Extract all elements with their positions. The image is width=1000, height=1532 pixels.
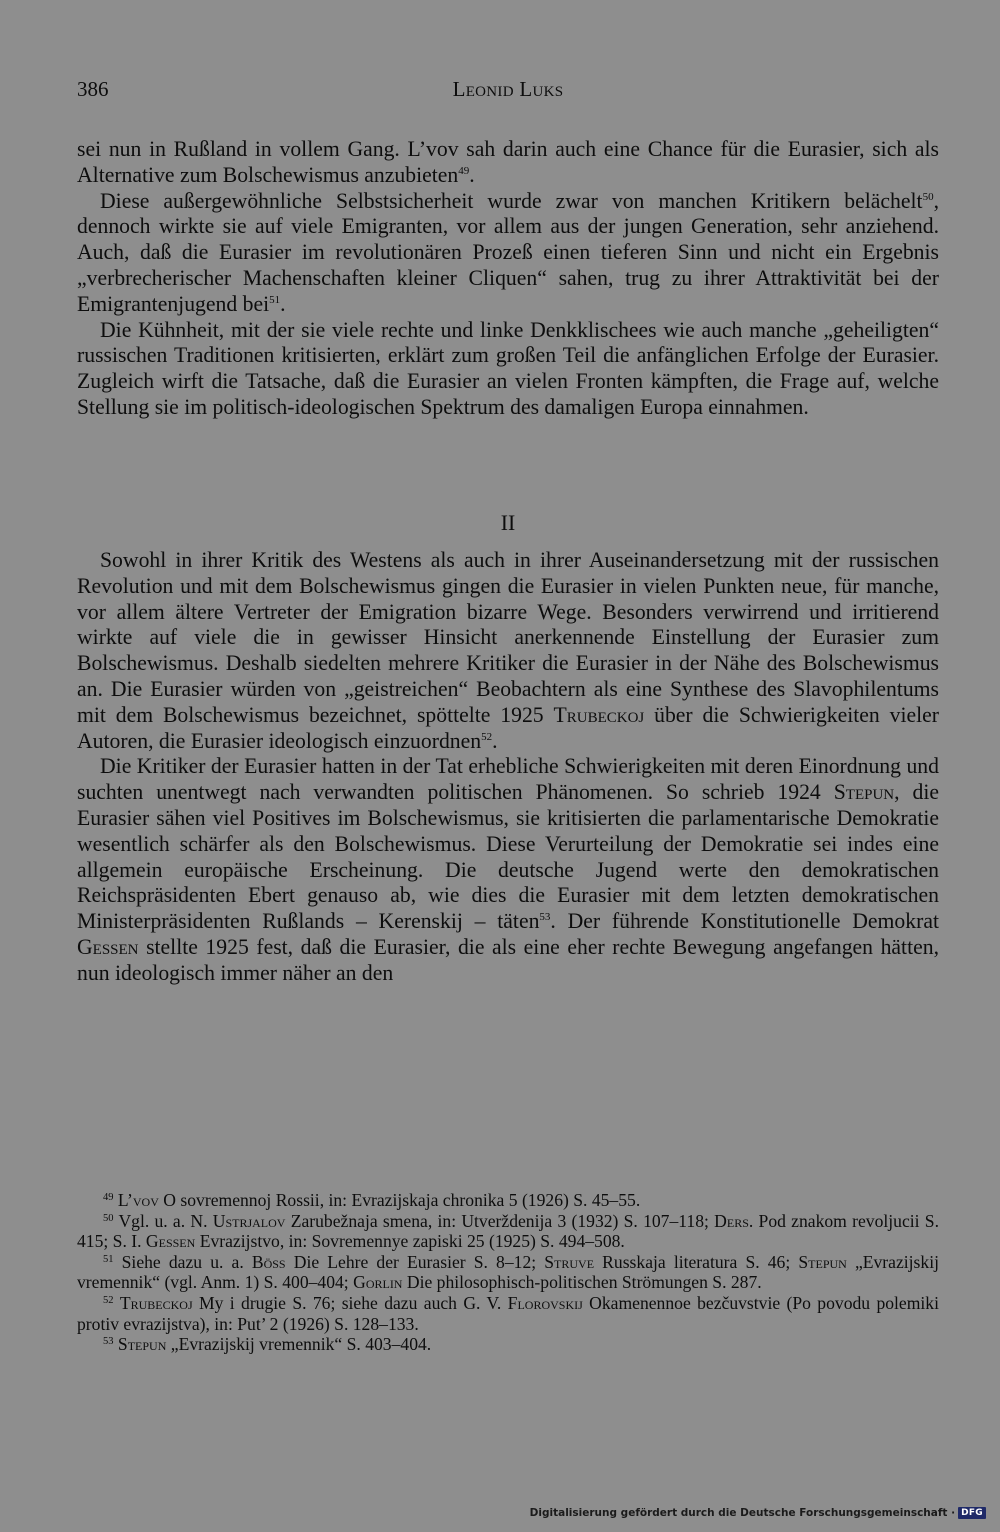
footnote-reference: 51	[269, 293, 281, 306]
footnote-reference: 53	[539, 911, 551, 924]
text-run: O sovremennoj Rossii, in: Evrazijskaja chronika 5 (1926) S. 45–55.	[158, 1190, 641, 1210]
text-run: Diese außergewöhnliche Selbstsicherheit wurde zwar von manchen Kritikern belächelt	[100, 188, 923, 213]
text-run: Die Kritiker der Eurasier hatten in der Tat erhebliche Schwierigkeiten mit deren Einordnung und suchten unentwegt nach verwandten politischen Phänomenen. So schrieb 1924	[77, 754, 939, 805]
author-name: Gessen	[145, 1231, 196, 1252]
text-run: stellte 1925 fest, daß die Eurasier, die als eine eher rechte Bewegung angefangen hätten, nun ideologisch immer näher an den	[77, 934, 939, 985]
footnote-number: 51	[103, 1253, 114, 1265]
text-run: , dennoch wirkte sie auf viele Emigranten, vor allem aus der jungen Generation, sehr anziehend. Auch, daß die Eurasier im revolutionären Prozeß einen tieferen Sinn und nicht ein Ergebnis „verbrecherischer Machenschaften kleiner Cliquen“ sahen, trug zu ihrer Attraktivität bei der Emigrantenjugend bei	[77, 188, 939, 316]
author-name: Florovskij	[507, 1292, 583, 1313]
text-run: Die philosophisch-politischen Strömungen S. 287.	[402, 1272, 762, 1293]
text-run: Siehe dazu u. a.	[121, 1251, 252, 1272]
author-name: Trubeckoj	[119, 1292, 193, 1313]
text-run: „Evrazijskij vremennik“ S. 403–404.	[166, 1334, 432, 1355]
text-run: .	[280, 291, 286, 316]
text-run: .	[492, 728, 498, 753]
author-name: Stepun	[833, 780, 895, 805]
footnote-number: 49	[103, 1192, 114, 1203]
footnote	[77, 1334, 939, 1355]
paragraph	[77, 548, 939, 754]
author-name: Trubeckoj	[553, 702, 645, 727]
footnote-number: 50	[103, 1212, 114, 1224]
author-name: Stepun	[798, 1251, 847, 1272]
footnote	[77, 1190, 939, 1211]
author-name: Stepun	[117, 1334, 167, 1355]
text-run: Zarubežnaja smena, in: Utverždenija 3 (1932) S. 107–118;	[285, 1210, 715, 1231]
text-run: , die Eurasier sähen viel Positives im Bolschewismus, sie kritisierten die parlamentarische Demokratie wesentlich schärfer als den Bolschewismus. Diese Verurteilung der Demokratie sei indes eine allgemein europäische Erscheinung. Die deutsche Jugend werte den demokratischen Reichspräsidenten Ebert genauso ab, wie dies die Eurasier mit dem letzten demokratischen Ministerpräsidenten Rußlands – Kerenskij – täten	[77, 780, 940, 934]
page-number: 386	[77, 77, 109, 101]
paragraph	[77, 189, 939, 318]
body-text-main	[77, 548, 939, 987]
footnotes	[77, 1190, 939, 1355]
digitization-credit	[530, 1505, 986, 1521]
footnote	[77, 1293, 939, 1334]
running-head	[77, 76, 939, 102]
text-run: Vgl. u. a. N.	[118, 1210, 213, 1231]
text-run: .	[469, 162, 475, 187]
footnote-number: 53	[103, 1336, 114, 1348]
text-run: My i drugie S. 76; siehe dazu auch G. V.	[192, 1292, 508, 1313]
dfg-logo: DFG	[958, 1507, 986, 1519]
paragraph	[77, 318, 939, 421]
footnote-reference: 49	[458, 164, 470, 177]
paragraph	[77, 137, 939, 189]
text-run: Die Lehre der Eurasier S. 8–12;	[285, 1251, 545, 1272]
text-run: Okamenennoe bezčuvstvie (Po povodu polemiki protiv evrazijstva), in: Put’ 2 (1926) S. 128–133.	[77, 1292, 939, 1334]
body-text-top	[77, 137, 939, 421]
credit-text: Digitalisierung gefördert durch die Deutsche Forschungsgemeinschaft ·	[529, 1507, 956, 1519]
text-run: über die Schwierigkeiten vieler Autoren, die Eurasier ideologisch einzuordnen	[77, 702, 939, 753]
running-title: Leonid Luks	[452, 77, 564, 101]
author-name: Ders.	[714, 1210, 754, 1231]
author-name: Ustrjalov	[212, 1210, 286, 1231]
footnote-number: 52	[103, 1294, 114, 1306]
section-heading: II	[500, 511, 516, 535]
footnote-reference: 50	[922, 190, 934, 203]
footnote	[77, 1211, 939, 1252]
footnote	[77, 1252, 939, 1293]
text-run: Pod znakom revoljucii S. 415; S. I.	[77, 1210, 939, 1252]
text-run: „Evrazijskij vremennik“ (vgl. Anm. 1) S. 400–404;	[77, 1251, 939, 1293]
author-name: L’vov	[117, 1190, 159, 1210]
text-run: sei nun in Rußland in vollem Gang. L’vov sah darin auch eine Chance für die Eurasier, sich als Alternative zum Bolschewismus anzubieten	[77, 137, 939, 187]
text-run: Evrazijstvo, in: Sovremennye zapiski 25 (1925) S. 494–508.	[195, 1231, 625, 1252]
author-name: Böss	[251, 1251, 286, 1272]
author-name: Gorlin	[353, 1272, 403, 1293]
author-name: Struve	[544, 1251, 595, 1272]
author-name: Gessen	[77, 934, 139, 959]
text-run: Sowohl in ihrer Kritik des Westens als auch in ihrer Auseinandersetzung mit der russischen Revolution und mit dem Bolschewismus gingen die Eurasier in vielen Punkten neue, für manche, vor allem ältere Vertreter der Emigration bizarre Wege. Besonders verwirrend und irritierend wirkte auf viele die in gewisser Hinsicht anerkennende Einstellung der Eurasier zum Bolschewismus. Deshalb siedelten mehrere Kritiker die Eurasier in der Nähe des Bolschewismus an. Die Eurasier würden von „geistreichen“ Beobachtern als eine Synthese des Slavophilentums mit dem Bolschewismus bezeichnet, spöttelte 1925	[77, 548, 939, 727]
text-run: Die Kühnheit, mit der sie viele rechte und linke Denkklischees wie auch manche „geheiligten“ russischen Traditionen kritisierten, erklärt zum großen Teil die anfänglichen Erfolge der Eurasier. Zugleich wirft die Tatsache, daß die Eurasier an vielen Fronten kämpften, die Frage auf, welche Stellung sie im politisch-ideologischen Spektrum des damaligen Europa einnahmen.	[77, 317, 939, 419]
text-run: . Der führende Konstitutionelle Demokrat	[550, 909, 939, 934]
paragraph	[77, 754, 939, 986]
footnote-reference: 52	[481, 730, 493, 743]
text-run: Russkaja literatura S. 46;	[594, 1251, 799, 1272]
